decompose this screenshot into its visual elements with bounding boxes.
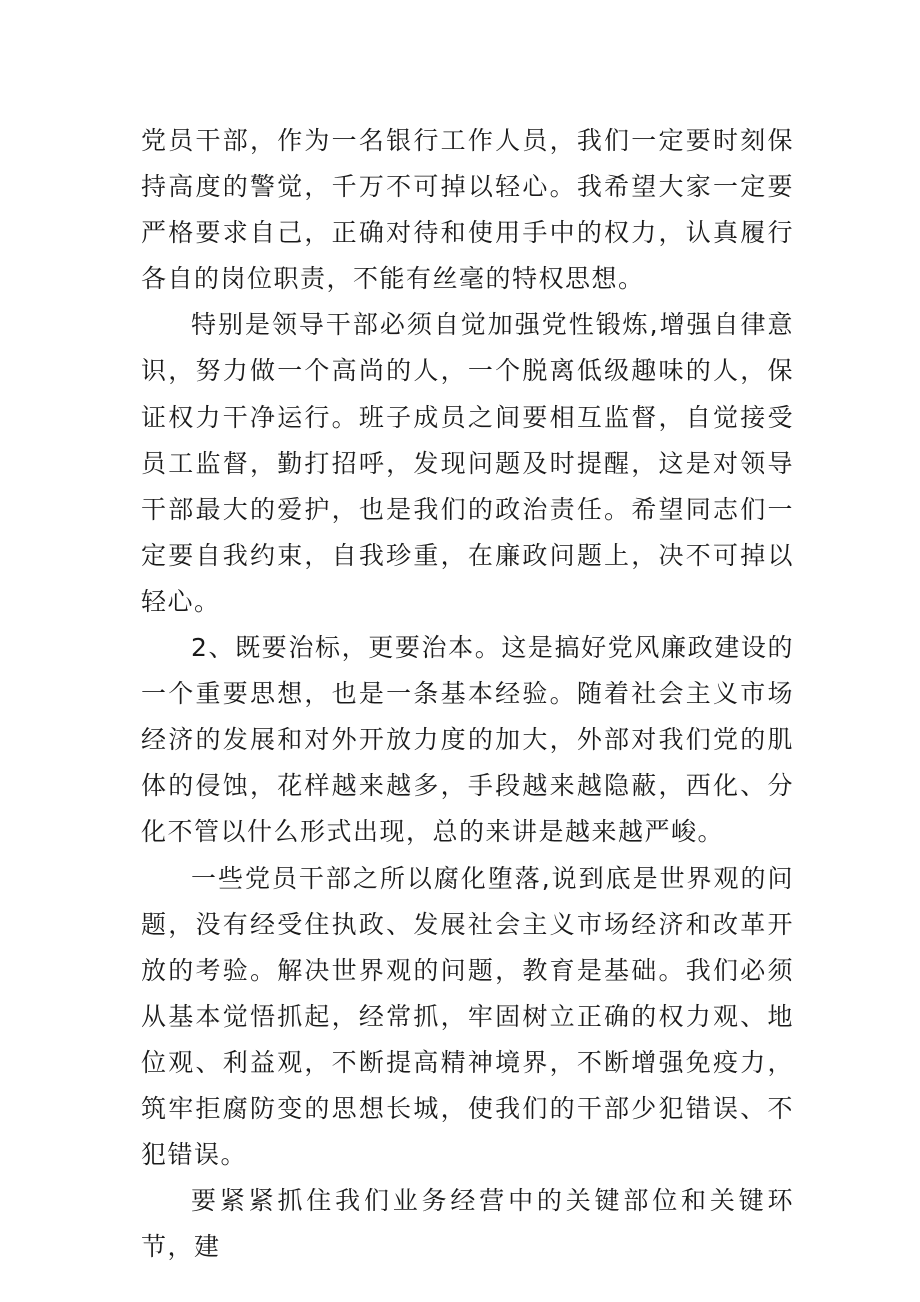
paragraph-1: 党员干部，作为一名银行工作人员，我们一定要时刻保持高度的警觉，千万不可掉以轻心。我希望大家一定要严格要求自己，正确对待和使用手中的权力，认真履行各自的岗位职责，不能有丝毫的特权思想。 bbox=[141, 126, 794, 294]
document-body bbox=[141, 118, 794, 1270]
paragraph-3: 2、既要治标，更要治本。这是搞好党风廉政建设的一个重要思想，也是一条基本经验。随着社会主义市场经济的发展和对外开放力度的加大，外部对我们党的肌体的侵蚀，花样越来越多，手段越来越隐蔽，西化、分化不管以什么形式出现，总的来讲是越来越严峻。 bbox=[141, 633, 794, 847]
paragraph-2: 特别是领导干部必须自觉加强党性锻炼,增强自律意识，努力做一个高尚的人，一个脱离低级趣味的人，保证权力干净运行。班子成员之间要相互监督，自觉接受员工监督，勤打招呼，发现问题及时提醒，这是对领导干部最大的爱护，也是我们的政治责任。希望同志们一定要自我约束，自我珍重，在廉政问题上，决不可掉以轻心。 bbox=[141, 310, 794, 616]
paragraph-4: 一些党员干部之所以腐化堕落,说到底是世界观的问题，没有经受住执政、发展社会主义市场经济和改革开放的考验。解决世界观的问题，教育是基础。我们必须从基本觉悟抓起，经常抓，牢固树立正确的权力观、地位观、利益观，不断提高精神境界，不断增强免疫力，筑牢拒腐防变的思想长城，使我们的干部少犯错误、不犯错误。 bbox=[141, 863, 794, 1170]
paragraph-5: 要紧紧抓住我们业务经营中的关键部位和关键环节，建 bbox=[141, 1186, 794, 1262]
